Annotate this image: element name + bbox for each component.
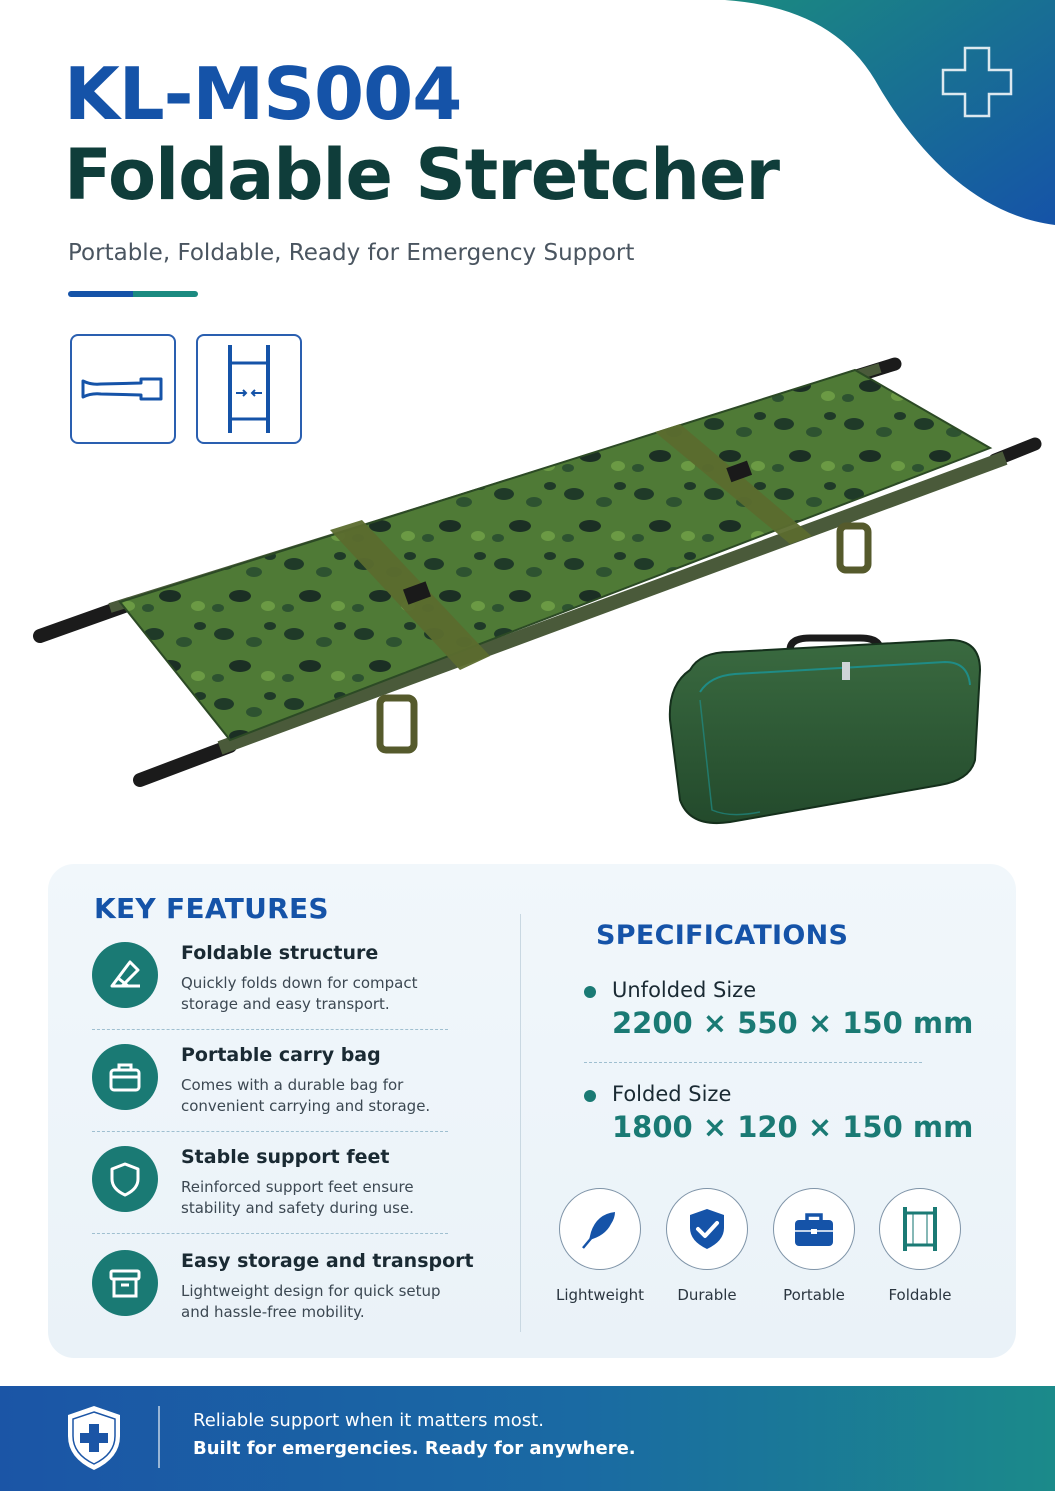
feature-item xyxy=(92,1250,474,1330)
feature-divider xyxy=(92,1029,448,1030)
badge-lightweight xyxy=(559,1188,641,1270)
carry-bag xyxy=(670,638,980,823)
footer-divider xyxy=(158,1406,160,1468)
feature-divider xyxy=(92,1131,448,1132)
feature-desc: Comes with a durable bag for convenient carrying and storage. xyxy=(181,1076,431,1115)
frame-icon xyxy=(897,1203,943,1255)
shield-cross-icon xyxy=(64,1404,124,1472)
fold-icon xyxy=(92,942,158,1008)
bag-icon xyxy=(92,1044,158,1110)
briefcase-icon xyxy=(791,1206,837,1252)
storage-box-icon xyxy=(92,1250,158,1316)
product-image xyxy=(0,340,1055,840)
badge-foldable xyxy=(879,1188,961,1270)
feature-name: Stable support feet xyxy=(181,1146,390,1168)
feature-divider xyxy=(92,1233,448,1234)
feature-name: Portable carry bag xyxy=(181,1044,381,1066)
accent-bar xyxy=(68,291,198,297)
feature-name: Easy storage and transport xyxy=(181,1250,474,1272)
badge-label: Portable xyxy=(783,1286,845,1304)
spec-label: Unfolded Size xyxy=(612,978,757,1002)
feature-name: Foldable structure xyxy=(181,942,379,964)
badge-label: Foldable xyxy=(888,1286,952,1304)
footer-slogan: Built for emergencies. Ready for anywhere. xyxy=(193,1438,636,1459)
feature-item xyxy=(92,1044,448,1124)
badge-durable xyxy=(666,1188,748,1270)
page-subtitle: Portable, Foldable, Ready for Emergency Support xyxy=(68,240,635,266)
feature-desc: Reinforced support feet ensure stability and safety during use. xyxy=(181,1178,414,1217)
model-number: KL-MS004 xyxy=(64,52,462,136)
bullet-icon xyxy=(584,986,596,998)
footer-tagline: Reliable support when it matters most. xyxy=(193,1410,544,1431)
spec-value: 2200 × 550 × 150 mm xyxy=(612,1006,974,1040)
spec-label: Folded Size xyxy=(612,1082,732,1106)
medical-cross-icon xyxy=(941,46,1013,118)
feature-desc: Lightweight design for quick setup and hassle-free mobility. xyxy=(181,1282,441,1321)
shield-check-icon xyxy=(684,1206,730,1252)
feature-item xyxy=(92,942,448,1022)
feature-desc: Quickly folds down for compact storage and easy transport. xyxy=(181,974,418,1013)
shield-icon xyxy=(92,1146,158,1212)
spec-divider xyxy=(584,1062,922,1063)
feature-item xyxy=(92,1146,448,1226)
page-title: Foldable Stretcher xyxy=(64,134,780,216)
feather-icon xyxy=(577,1206,623,1252)
badge-portable xyxy=(773,1188,855,1270)
panel-divider xyxy=(520,914,521,1332)
key-features-title: KEY FEATURES xyxy=(94,892,329,925)
badge-label: Lightweight xyxy=(555,1286,644,1304)
bullet-icon xyxy=(584,1090,596,1102)
badge-label: Durable xyxy=(677,1286,737,1304)
specifications-title: SPECIFICATIONS xyxy=(596,920,849,951)
spec-value: 1800 × 120 × 150 mm xyxy=(612,1110,974,1144)
